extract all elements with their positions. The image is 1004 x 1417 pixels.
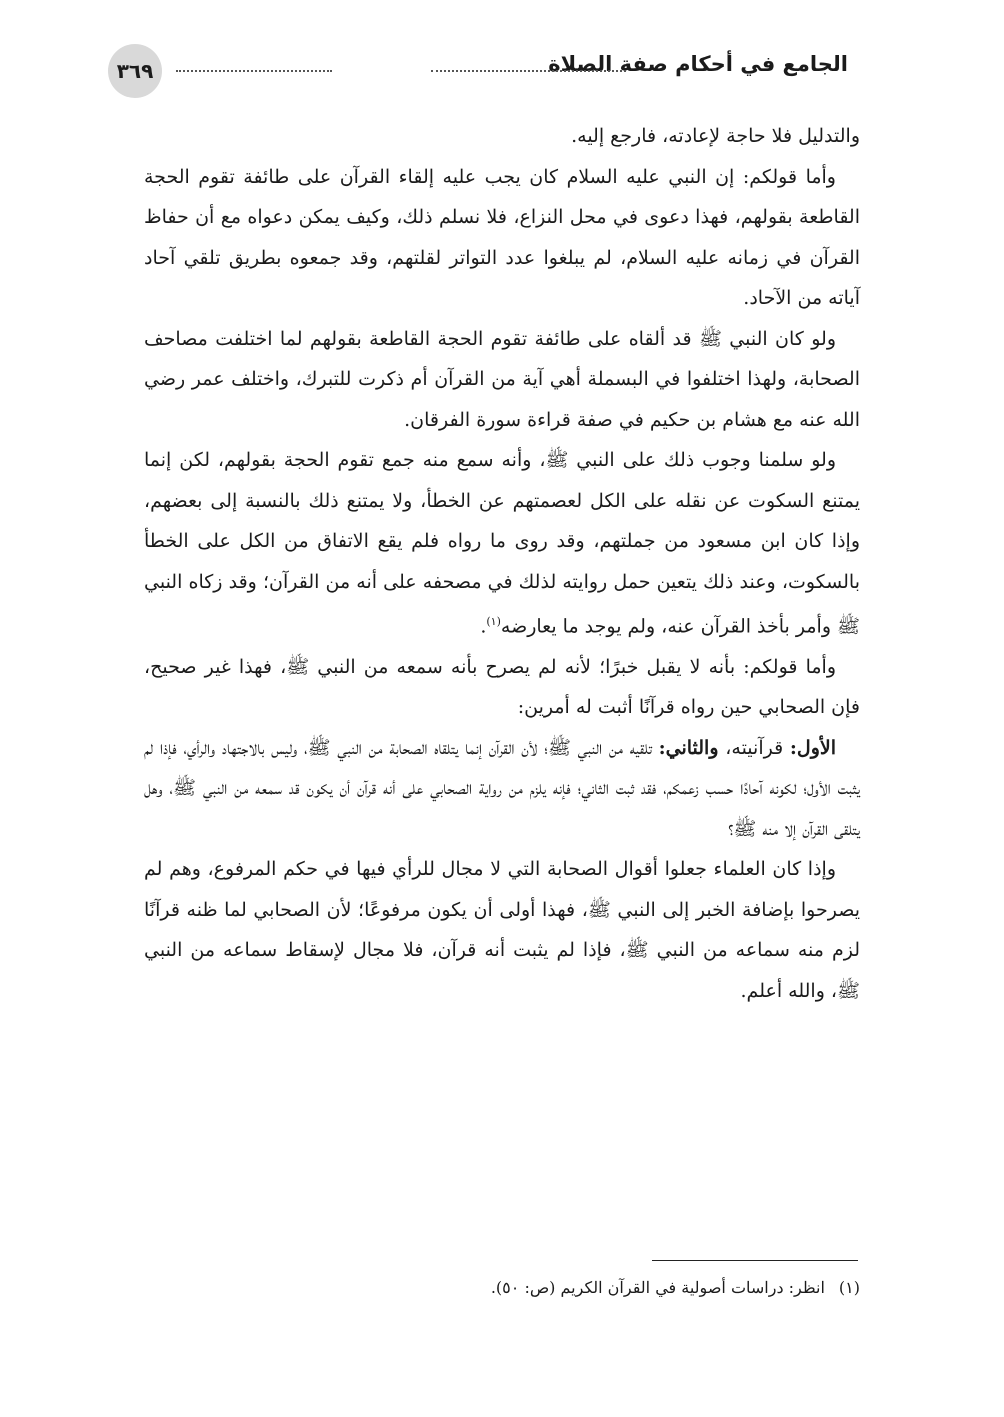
main-text bbox=[144, 116, 860, 1011]
footnote-text: انظر: دراسات أصولية في القرآن الكريم (ص: ٥٠). bbox=[490, 1278, 825, 1297]
header-dotted-rule-left bbox=[176, 70, 332, 72]
footnote-reference: (١) bbox=[486, 615, 501, 628]
header-dotted-rule-right bbox=[431, 70, 626, 72]
paragraph: وإذا كان العلماء جعلوا أقوال الصحابة التي لا مجال للرأي فيها في حكم المرفوع، وهم لم يصرحوا بإضافة الخبر إلى النبي ﷺ، فهذا أولى أن يكون مرفوعًا؛ لأن الصحابي لما ظنه قرآنًا لزم منه سماعه من النبي ﷺ، فإذا لم يثبت أنه قرآن، فلا مجال لإسقاط سماعه من النبي ﷺ، والله أعلم. bbox=[144, 858, 860, 1002]
paragraph bbox=[144, 440, 860, 647]
second-label: والثاني: bbox=[658, 736, 719, 759]
footnote-separator bbox=[652, 1260, 858, 1261]
paragraph-text: ولو سلمنا وجوب ذلك على النبي ﷺ، وأنه سمع منه جمع تقوم الحجة بقولهم، لكن إنما يمتنع السكوت عن نقله على الكل لعصمتهم عن الخطأ، ولا يمتنع ذلك بالنسبة إلى بعضهم، وإذا كان ابن مسعود من جملتهم، وقد روى ما رواه فلم يقع الاتفاق من الكل على الخطأ بالسكوت، وعند ذلك يتعين حمل روايته لذلك في مصحفه على أنه من القرآن؛ وقد زكاه النبي ﷺ وأمر بأخذ القرآن عنه، ولم يوجد ما يعارضه bbox=[144, 449, 860, 638]
paragraph: وأما قولكم: إن النبي عليه السلام كان يجب عليه إلقاء القرآن على طائفة تقوم الحجة القاطعة بقولهم، فهذا دعوى في محل النزاع، فلا نسلم ذلك، وكيف يمكن دعواه مع أن حفاظ القرآن في زمانه عليه السلام، لم يبلغوا عدد التواتر لقلتهم، وقد جمعوه بطريق تلقي آحاد آياته من الآحاد. bbox=[144, 165, 860, 309]
page-number: ٣٦٩ bbox=[116, 59, 154, 83]
paragraph: ولو كان النبي ﷺ قد ألقاه على طائفة تقوم الحجة القاطعة بقولهم لما اختلفت مصاحف الصحابة، ولهذا اختلفوا في البسملة أهي آية من القرآن أم ذكرت للتبرك، واختلف عمر رضي الله عنه مع هشام بن حكيم في صفة قراءة سورة الفرقان. bbox=[144, 327, 860, 431]
paragraph: وأما قولكم: بأنه لا يقبل خبرًا؛ لأنه لم يصرح بأنه سمعه من النبي ﷺ، فهذا غير صحيح، فإن الصحابي حين رواه قرآنًا أثبت له أمرين: bbox=[144, 655, 860, 719]
footnote-number: (١) bbox=[838, 1278, 860, 1297]
page-header bbox=[108, 44, 848, 98]
page-number-badge bbox=[108, 44, 162, 98]
paragraph bbox=[144, 728, 860, 850]
paragraph-text: قرآنيته، bbox=[725, 736, 784, 759]
paragraph: والتدليل فلا حاجة لإعادته، فارجع إليه. bbox=[571, 125, 860, 147]
first-label: الأول: bbox=[789, 736, 837, 759]
paragraph-text: تلقيه من النبي ﷺ؛ لأن القرآن إنما يتلقاه الصحابة من النبي ﷺ، وليس بالاجتهاد والرأي، فإذا لم يثبت الأول؛ لكونه آحادًا حسب زعمكم، فقد ثبت الثاني؛ فإنه يلزم من رواية الصحابي على أنه قرآن أن يكون قد سمعه من النبي ﷺ، وهل يتلقى القرآن إلا منه ﷺ؟ bbox=[144, 736, 860, 840]
book-title: الجامع في أحكام صفة الصلاة bbox=[548, 52, 848, 76]
paragraph-period: . bbox=[480, 615, 487, 638]
footnote bbox=[144, 1275, 860, 1301]
